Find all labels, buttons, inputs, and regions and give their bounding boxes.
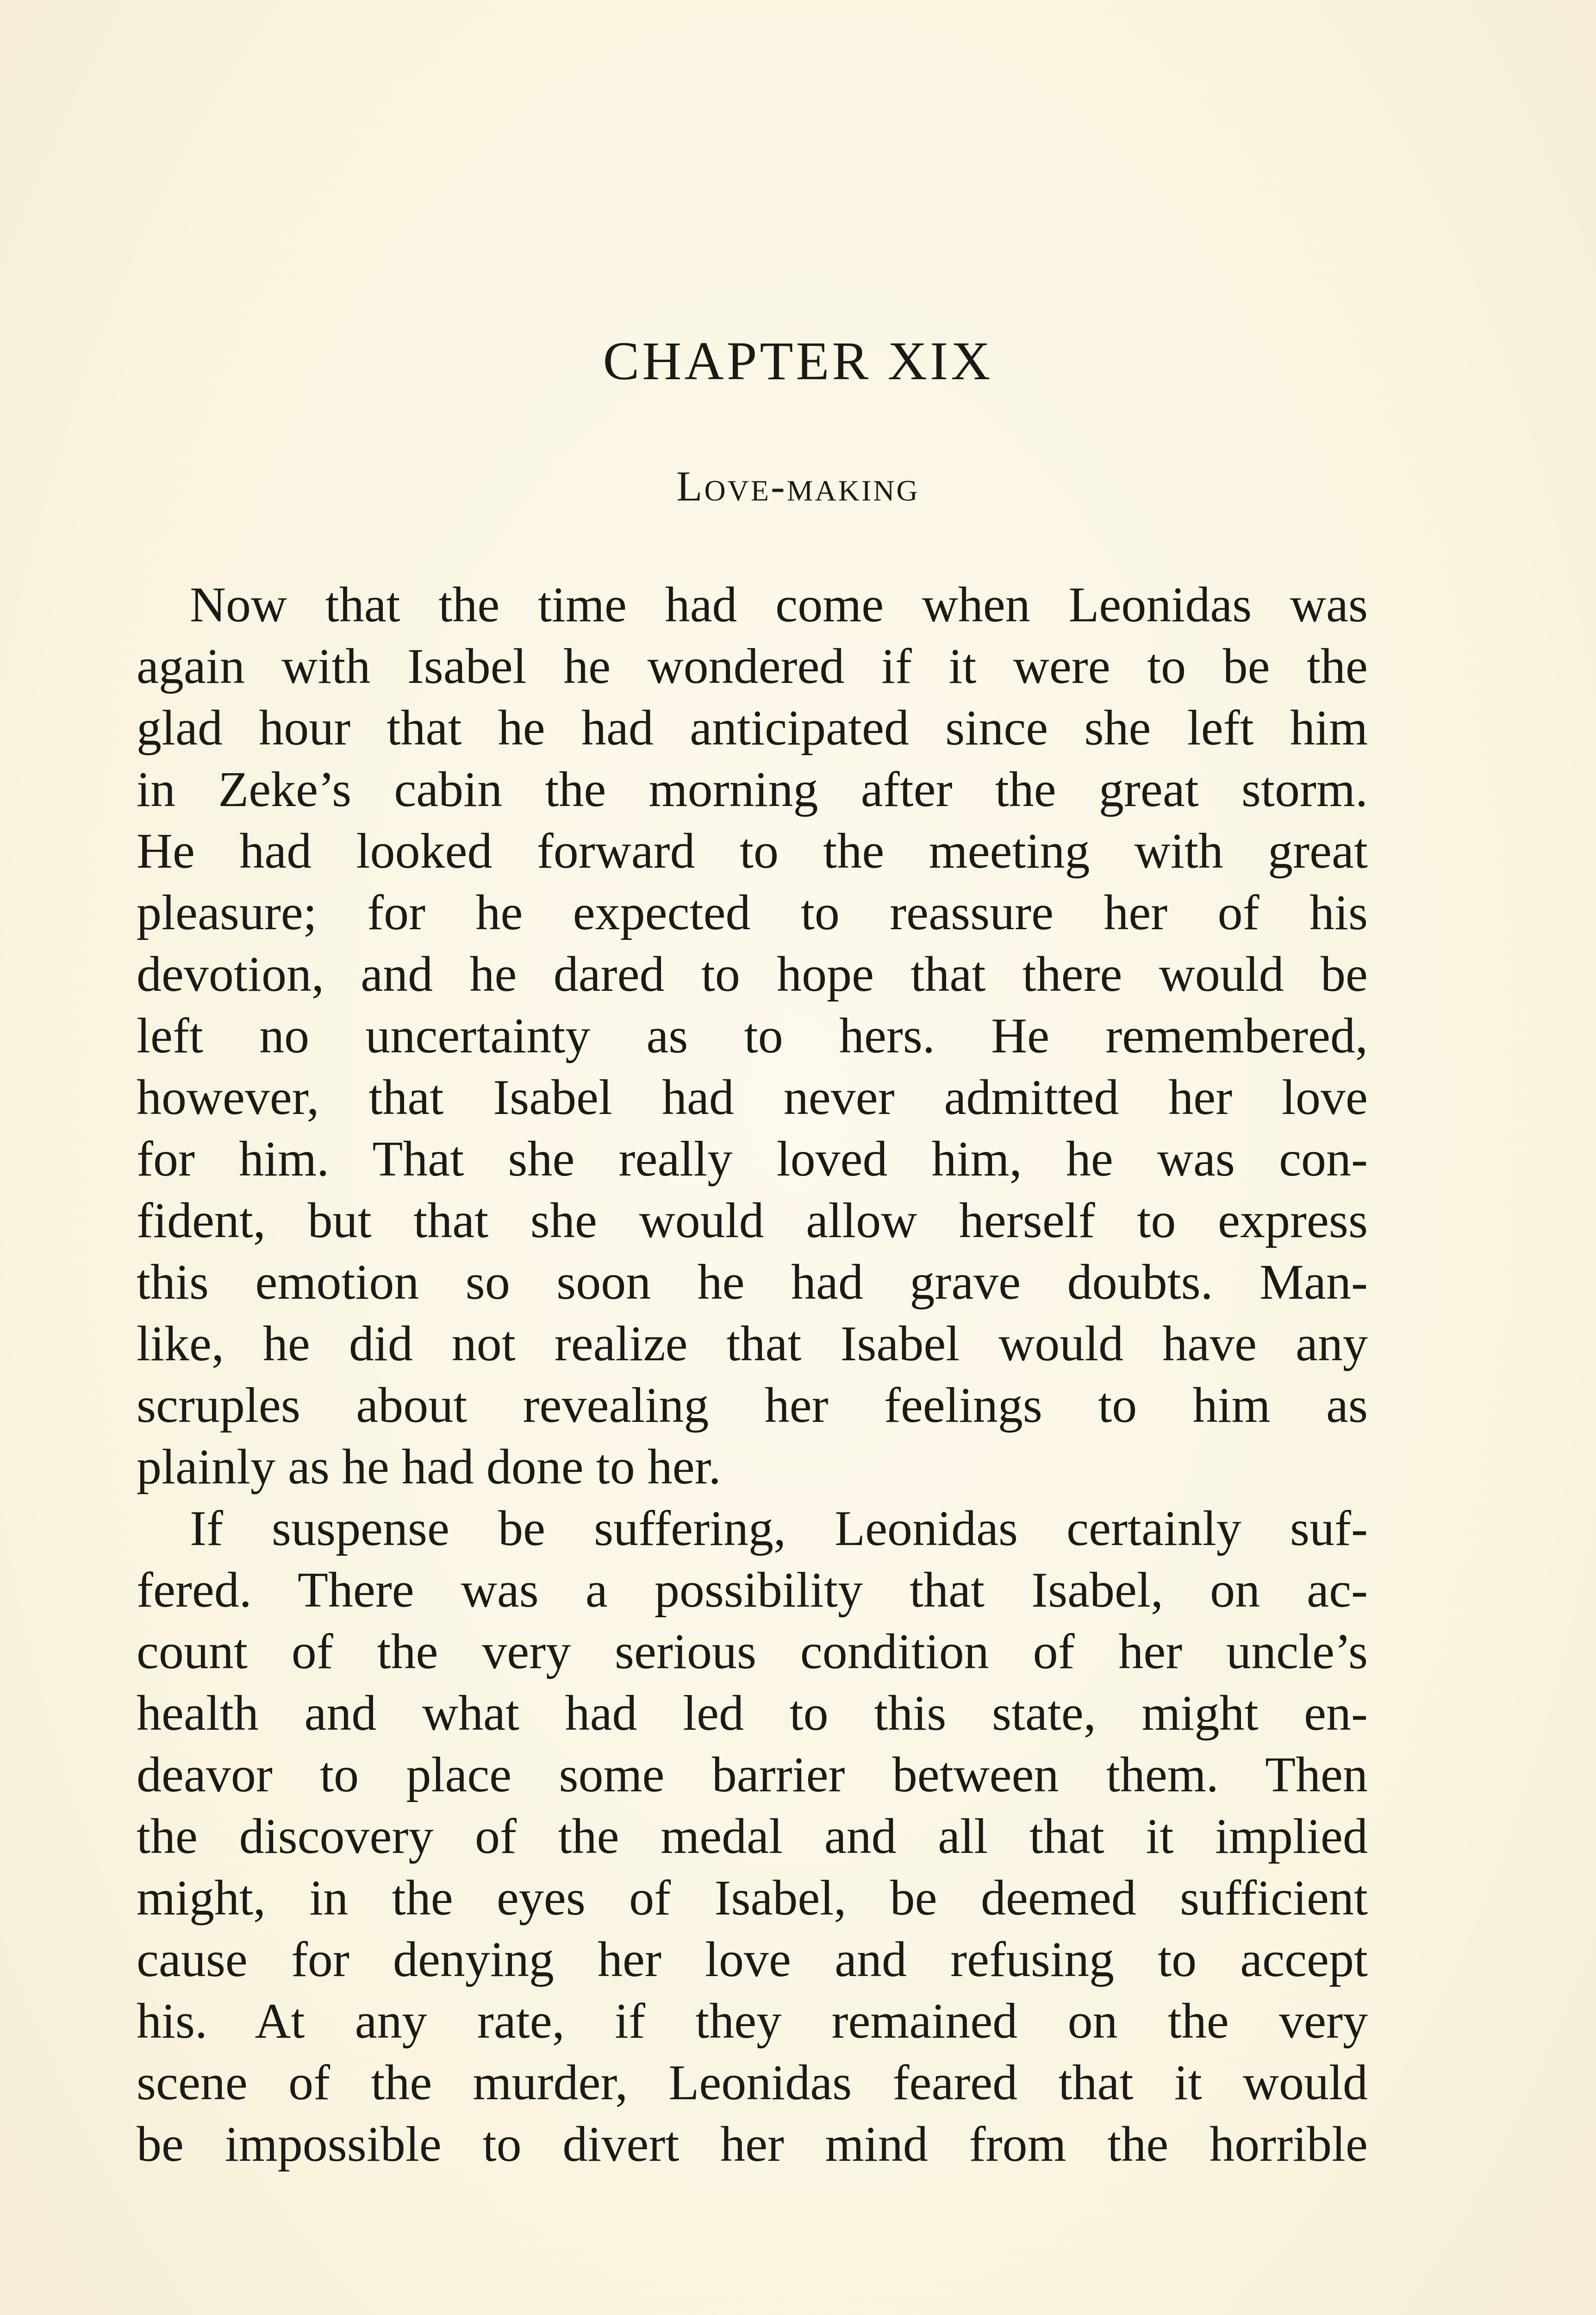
text-line: however, that Isabel had never admitted her love xyxy=(137,1070,1368,1125)
text-line: health and what had led to this state, might en- xyxy=(137,1686,1368,1741)
text-line: cause for denying her love and refusing to accept xyxy=(137,1932,1368,1987)
text-line: scruples about revealing her feelings to him as xyxy=(137,1378,1368,1433)
text-line: might, in the eyes of Isabel, be deemed sufficient xyxy=(137,1871,1368,1926)
text-line: in Zeke’s cabin the morning after the great storm. xyxy=(137,762,1368,817)
text-line: count of the very serious condition of her uncle’s xyxy=(137,1624,1368,1679)
text-line: If suspense be suffering, Leonidas certainly suf- xyxy=(190,1501,1368,1556)
text-line: for him. That she really loved him, he was con- xyxy=(137,1132,1368,1187)
text-line: left no uncertainty as to hers. He remembered, xyxy=(137,1008,1368,1064)
text-line: scene of the murder, Leonidas feared that it would xyxy=(137,2055,1368,2110)
text-line: glad hour that he had anticipated since she left him xyxy=(137,701,1368,756)
text-line: the discovery of the medal and all that it implied xyxy=(137,1809,1368,1864)
chapter-title: CHAPTER XIX xyxy=(603,331,993,391)
text-line: devotion, and he dared to hope that there would be xyxy=(137,947,1368,1002)
text-line: be impossible to divert her mind from the horrible xyxy=(137,2117,1368,2172)
text-line: He had looked forward to the meeting with great xyxy=(137,824,1368,879)
text-line: pleasure; for he expected to reassure her of his xyxy=(137,885,1368,940)
body-text xyxy=(137,574,1368,2175)
text-line: like, he did not realize that Isabel would have any xyxy=(137,1316,1368,1371)
text-line: deavor to place some barrier between them. Then xyxy=(137,1747,1368,1802)
chapter-subtitle: Love-making xyxy=(676,463,920,510)
text-line: his. At any rate, if they remained on the very xyxy=(137,1994,1368,2049)
text-line: again with Isabel he wondered if it were to be the xyxy=(137,639,1368,694)
text-line: fident, but that she would allow herself to express xyxy=(137,1193,1368,1248)
text-line: plainly as he had done to her. xyxy=(137,1439,721,1495)
text-line: Now that the time had come when Leonidas was xyxy=(190,577,1368,632)
text-line: fered. There was a possibility that Isabel, on ac- xyxy=(137,1563,1368,1618)
text-line: this emotion so soon he had grave doubts. Man- xyxy=(137,1255,1368,1310)
